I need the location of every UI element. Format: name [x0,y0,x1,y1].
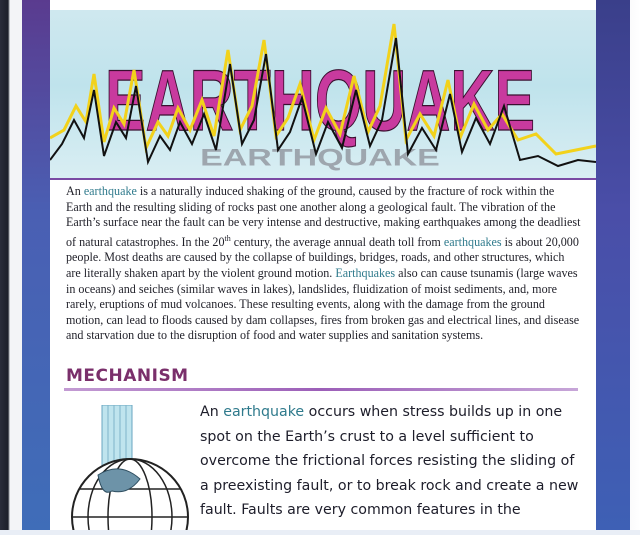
mechanism-paragraph [200,400,585,523]
left-border-band [22,0,50,530]
intro-paragraph [66,184,582,344]
intro-text: is a naturally induced shaking of the ground, caused by the fracture of rock within the Earth and the resulting sliding of rocks past one another along a geological fault. The vibration of the Earth’s surface near the fault can be very intense and destructive, making earthquakes among the deadliest of natural catastrophes. In the 20 [66,184,581,249]
banner-art [50,10,596,178]
keyword-link: earthquake [223,404,305,420]
section-divider [64,388,578,391]
keyword-link: earthquake [83,184,137,198]
superscript: th [224,233,231,243]
intro-text: An [66,184,84,198]
right-border-band [596,0,630,530]
title-banner [50,10,596,180]
keyword-link: earthquakes [443,234,502,249]
mechanism-text: An [200,404,224,420]
document-page [50,0,596,530]
intro-text: century, the average annual death toll from [230,234,444,249]
intro-text: is about 20,000 people. Most deaths are caused by the collapse of buildings, bridges, roads, and other structures, which are literally shaken apart by the violent ground motion. [66,234,579,280]
keyword-link: Earthquakes [335,266,396,280]
title-reflection: EARTHQUAKE [200,144,440,172]
globe-icon [68,405,193,535]
section-heading: MECHANISM [66,366,189,386]
mechanism-text: occurs when stress builds up in one spot on the Earth’s crust to a level sufficient to overcome the frictional forces resisting the sliding of a preexisting fault, or to break rock and create a new fault. Faults are very common features in the [200,404,579,519]
intro-text: also can cause tsunamis (large waves in oceans) and seiches (similar waves in lakes), landslides, fluidization of moist sediments, and, more rarely, eruptions of mud volcanoes. These resulting events, along with the damage from the ground motion, can lead to floods caused by dam collapses, fires from broken gas and electrical lines, and disease and starvation due to the disruption of food and water supplies and sanitation systems. [66,266,580,343]
banner-title: EARTHQUAKE [105,53,535,149]
